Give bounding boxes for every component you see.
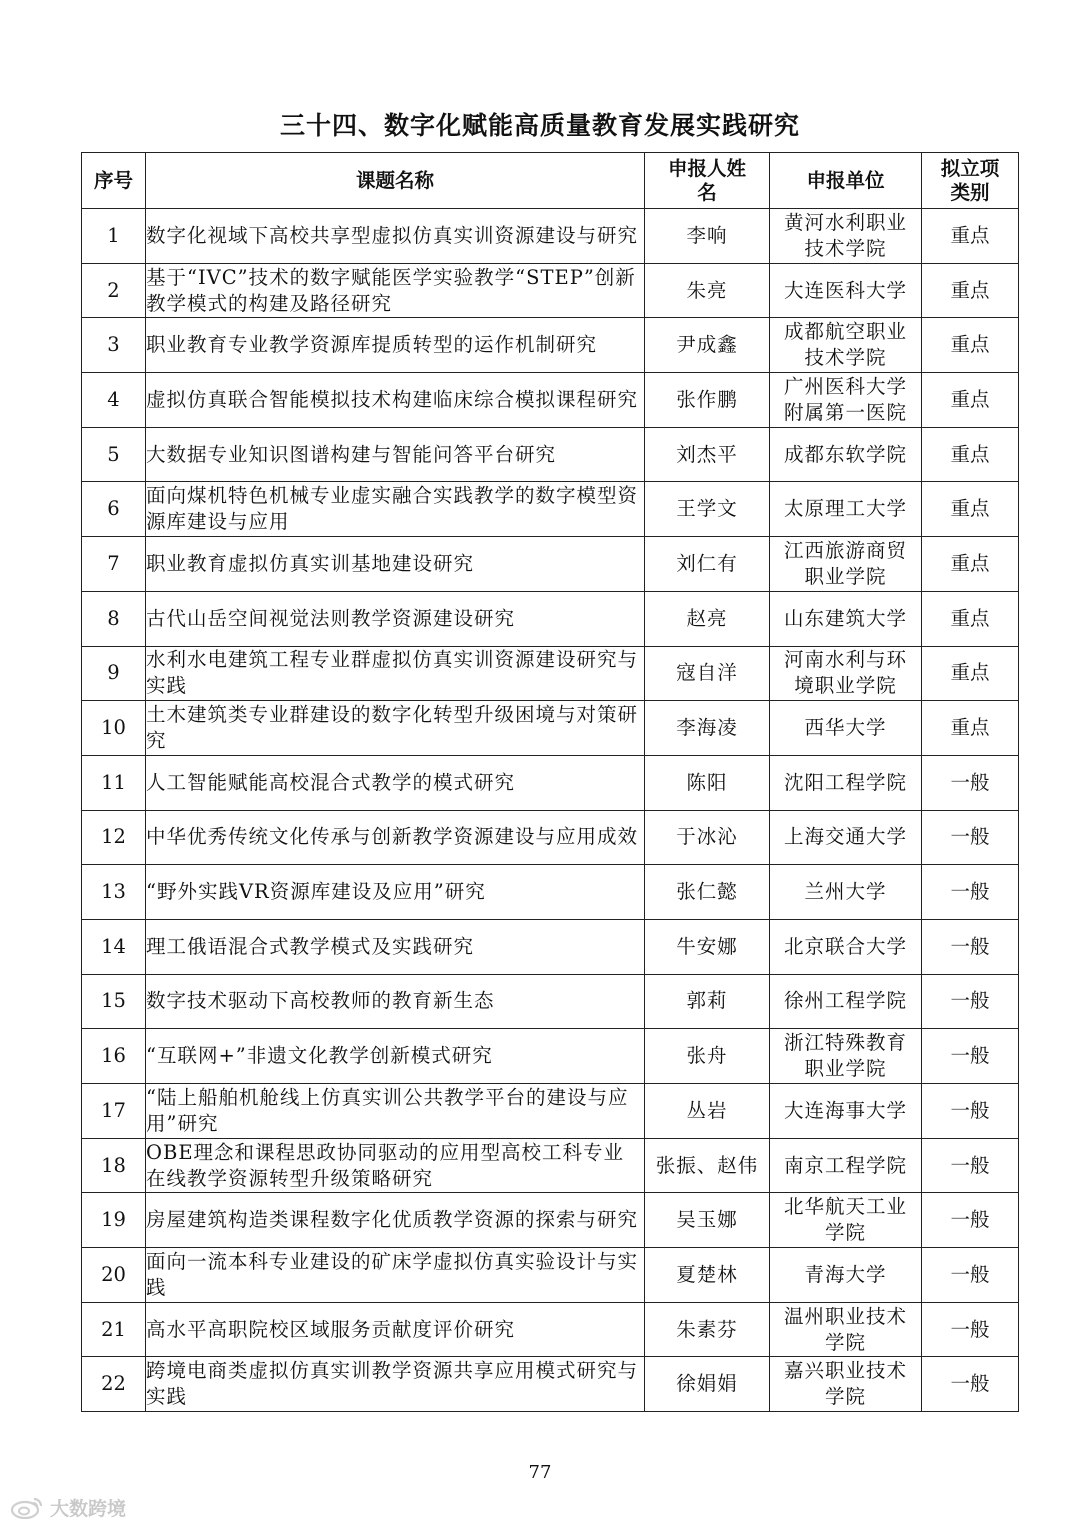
cell-person: 张作鹏 — [645, 373, 770, 428]
table-row — [82, 373, 1019, 428]
cell-person: 张舟 — [645, 1029, 770, 1084]
cell-no: 15 — [82, 974, 146, 1029]
cell-no: 5 — [82, 427, 146, 482]
cell-person: 赵亮 — [645, 591, 770, 646]
cell-topic: OBE理念和课程思政协同驱动的应用型高校工科专业在线教学资源转型升级策略研究 — [146, 1138, 645, 1193]
cell-topic: 跨境电商类虚拟仿真实训教学资源共享应用模式研究与实践 — [146, 1357, 645, 1412]
cell-person: 张振、赵伟 — [645, 1138, 770, 1193]
table-row — [82, 482, 1019, 537]
cell-no: 9 — [82, 646, 146, 701]
cell-category: 一般 — [922, 810, 1019, 865]
cell-category: 重点 — [922, 263, 1019, 318]
cell-person: 陈阳 — [645, 755, 770, 810]
cell-topic: “陆上船舶机舱线上仿真实训公共教学平台的建设与应用”研究 — [146, 1084, 645, 1139]
cell-unit: 大连医科大学 — [770, 263, 922, 318]
cell-no: 19 — [82, 1193, 146, 1248]
cell-no: 3 — [82, 318, 146, 373]
cell-topic: 职业教育虚拟仿真实训基地建设研究 — [146, 537, 645, 592]
cell-no: 16 — [82, 1029, 146, 1084]
cell-topic: “野外实践VR资源库建设及应用”研究 — [146, 865, 645, 920]
cell-category: 一般 — [922, 1084, 1019, 1139]
table-row — [82, 755, 1019, 810]
cell-category: 重点 — [922, 427, 1019, 482]
cell-unit: 河南水利与环境职业学院 — [770, 646, 922, 701]
cell-category: 一般 — [922, 865, 1019, 920]
table-row — [82, 1302, 1019, 1357]
cell-unit: 大连海事大学 — [770, 1084, 922, 1139]
cell-topic: 理工俄语混合式教学模式及实践研究 — [146, 919, 645, 974]
cell-no: 1 — [82, 209, 146, 264]
weibo-icon — [10, 1495, 44, 1519]
table-row — [82, 1084, 1019, 1139]
cell-no: 20 — [82, 1248, 146, 1303]
cell-unit: 南京工程学院 — [770, 1138, 922, 1193]
cell-topic: 基于“IVC”技术的数字赋能医学实验教学“STEP”创新教学模式的构建及路径研究 — [146, 263, 645, 318]
cell-topic: 房屋建筑构造类课程数字化优质教学资源的探索与研究 — [146, 1193, 645, 1248]
cell-topic: 中华优秀传统文化传承与创新教学资源建设与应用成效 — [146, 810, 645, 865]
table-row — [82, 537, 1019, 592]
cell-topic: 大数据专业知识图谱构建与智能问答平台研究 — [146, 427, 645, 482]
cell-person: 朱素芬 — [645, 1302, 770, 1357]
cell-person: 丛岩 — [645, 1084, 770, 1139]
cell-unit: 成都东软学院 — [770, 427, 922, 482]
cell-topic: 水利水电建筑工程专业群虚拟仿真实训资源建设研究与实践 — [146, 646, 645, 701]
cell-no: 17 — [82, 1084, 146, 1139]
cell-topic: 数字技术驱动下高校教师的教育新生态 — [146, 974, 645, 1029]
watermark — [10, 1492, 126, 1522]
table-row — [82, 427, 1019, 482]
cell-unit: 上海交通大学 — [770, 810, 922, 865]
cell-category: 一般 — [922, 974, 1019, 1029]
table-row — [82, 810, 1019, 865]
cell-unit: 北京联合大学 — [770, 919, 922, 974]
table-row — [82, 1193, 1019, 1248]
cell-person: 牛安娜 — [645, 919, 770, 974]
cell-unit: 沈阳工程学院 — [770, 755, 922, 810]
cell-topic: “互联网+”非遗文化教学创新模式研究 — [146, 1029, 645, 1084]
header-unit: 申报单位 — [770, 153, 922, 209]
cell-unit: 温州职业技术学院 — [770, 1302, 922, 1357]
table-row — [82, 865, 1019, 920]
cell-person: 夏楚林 — [645, 1248, 770, 1303]
cell-unit: 广州医科大学附属第一医院 — [770, 373, 922, 428]
cell-person: 郭莉 — [645, 974, 770, 1029]
cell-unit: 太原理工大学 — [770, 482, 922, 537]
cell-topic: 数字化视域下高校共享型虚拟仿真实训资源建设与研究 — [146, 209, 645, 264]
cell-topic: 虚拟仿真联合智能模拟技术构建临床综合模拟课程研究 — [146, 373, 645, 428]
table-row — [82, 919, 1019, 974]
cell-no: 18 — [82, 1138, 146, 1193]
cell-no: 7 — [82, 537, 146, 592]
cell-unit: 兰州大学 — [770, 865, 922, 920]
cell-category: 一般 — [922, 1138, 1019, 1193]
cell-no: 2 — [82, 263, 146, 318]
cell-person: 寇自洋 — [645, 646, 770, 701]
cell-unit: 嘉兴职业技术学院 — [770, 1357, 922, 1412]
cell-category: 重点 — [922, 482, 1019, 537]
cell-category: 重点 — [922, 318, 1019, 373]
table-row — [82, 318, 1019, 373]
table-header-row — [82, 153, 1019, 209]
table-row — [82, 263, 1019, 318]
watermark-text: 大数跨境 — [50, 1497, 127, 1520]
cell-unit: 黄河水利职业技术学院 — [770, 209, 922, 264]
cell-person: 吴玉娜 — [645, 1193, 770, 1248]
table-row — [82, 1138, 1019, 1193]
cell-unit: 北华航天工业学院 — [770, 1193, 922, 1248]
cell-no: 8 — [82, 591, 146, 646]
cell-no: 21 — [82, 1302, 146, 1357]
cell-category: 重点 — [922, 209, 1019, 264]
cell-category: 一般 — [922, 1357, 1019, 1412]
cell-unit: 浙江特殊教育职业学院 — [770, 1029, 922, 1084]
table-row — [82, 1029, 1019, 1084]
header-category: 拟立项类别 — [922, 153, 1019, 209]
cell-no: 11 — [82, 755, 146, 810]
table-row — [82, 1248, 1019, 1303]
header-person: 申报人姓名 — [645, 153, 770, 209]
cell-person: 刘杰平 — [645, 427, 770, 482]
table-row — [82, 1357, 1019, 1412]
cell-topic: 面向煤机特色机械专业虚实融合实践教学的数字模型资源库建设与应用 — [146, 482, 645, 537]
cell-unit: 徐州工程学院 — [770, 974, 922, 1029]
cell-person: 李海凌 — [645, 701, 770, 756]
cell-topic: 面向一流本科专业建设的矿床学虚拟仿真实验设计与实践 — [146, 1248, 645, 1303]
cell-person: 张仁懿 — [645, 865, 770, 920]
cell-category: 重点 — [922, 537, 1019, 592]
cell-unit: 成都航空职业技术学院 — [770, 318, 922, 373]
header-name: 课题名称 — [146, 153, 645, 209]
cell-topic: 职业教育专业教学资源库提质转型的运作机制研究 — [146, 318, 645, 373]
cell-no: 12 — [82, 810, 146, 865]
cell-topic: 土木建筑类专业群建设的数字化转型升级困境与对策研究 — [146, 701, 645, 756]
cell-category: 一般 — [922, 1193, 1019, 1248]
cell-no: 22 — [82, 1357, 146, 1412]
cell-unit: 江西旅游商贸职业学院 — [770, 537, 922, 592]
cell-no: 10 — [82, 701, 146, 756]
cell-no: 6 — [82, 482, 146, 537]
cell-topic: 古代山岳空间视觉法则教学资源建设研究 — [146, 591, 645, 646]
cell-category: 重点 — [922, 373, 1019, 428]
page-number: 77 — [528, 1462, 552, 1483]
cell-category: 一般 — [922, 1248, 1019, 1303]
cell-topic: 人工智能赋能高校混合式教学的模式研究 — [146, 755, 645, 810]
cell-person: 尹成鑫 — [645, 318, 770, 373]
cell-category: 一般 — [922, 1302, 1019, 1357]
cell-category: 一般 — [922, 919, 1019, 974]
document-title: 三十四、数字化赋能高质量教育发展实践研究 — [279, 111, 800, 140]
cell-unit: 山东建筑大学 — [770, 591, 922, 646]
cell-person: 于冰沁 — [645, 810, 770, 865]
cell-unit: 西华大学 — [770, 701, 922, 756]
cell-category: 一般 — [922, 755, 1019, 810]
cell-unit: 青海大学 — [770, 1248, 922, 1303]
cell-topic: 高水平高职院校区域服务贡献度评价研究 — [146, 1302, 645, 1357]
project-table — [81, 152, 1019, 1412]
cell-person: 朱亮 — [645, 263, 770, 318]
table-row — [82, 209, 1019, 264]
cell-person: 徐娟娟 — [645, 1357, 770, 1412]
table-row — [82, 701, 1019, 756]
cell-person: 李响 — [645, 209, 770, 264]
cell-no: 14 — [82, 919, 146, 974]
cell-person: 刘仁有 — [645, 537, 770, 592]
table-row — [82, 646, 1019, 701]
cell-category: 重点 — [922, 701, 1019, 756]
cell-no: 4 — [82, 373, 146, 428]
table-row — [82, 974, 1019, 1029]
table-row — [82, 591, 1019, 646]
cell-category: 重点 — [922, 646, 1019, 701]
cell-no: 13 — [82, 865, 146, 920]
header-no: 序号 — [82, 153, 146, 209]
cell-category: 重点 — [922, 591, 1019, 646]
cell-person: 王学文 — [645, 482, 770, 537]
cell-category: 一般 — [922, 1029, 1019, 1084]
